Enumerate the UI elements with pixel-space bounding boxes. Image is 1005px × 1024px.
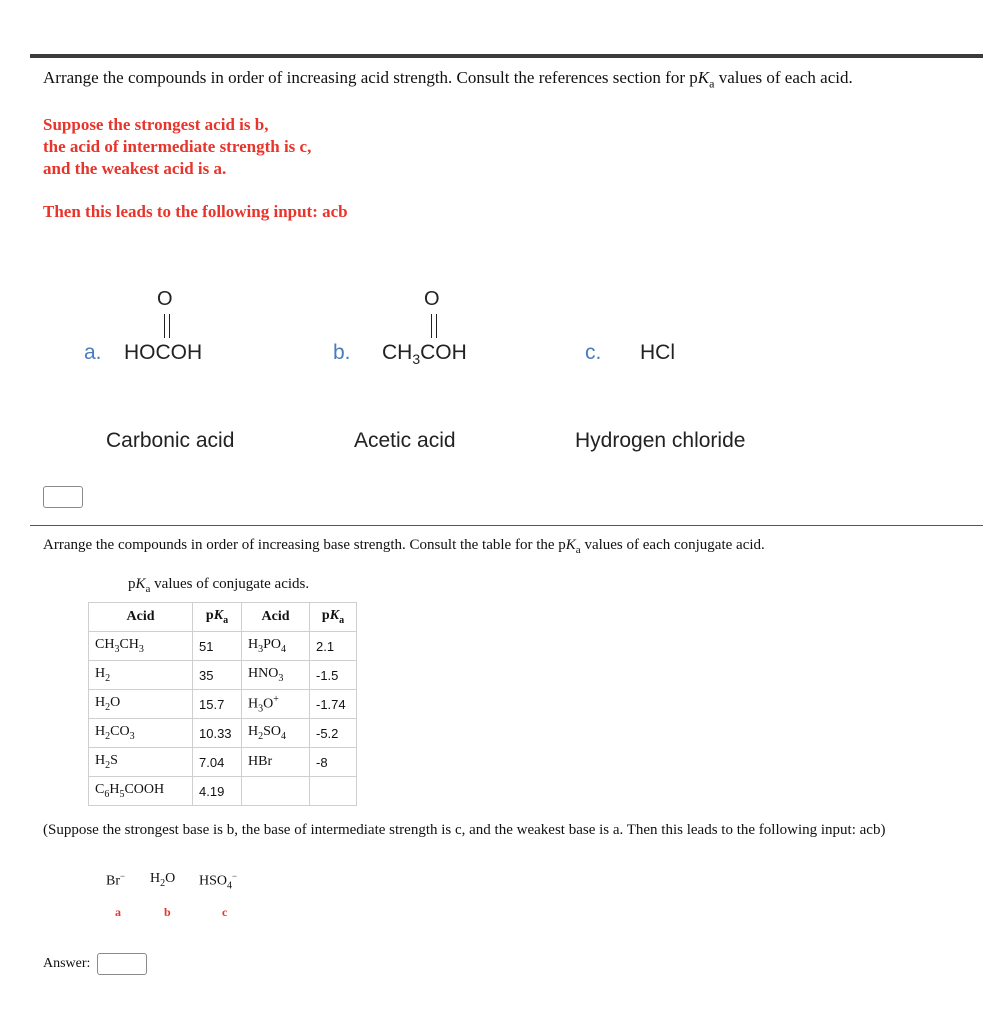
pka-cell: 15.7 [193, 690, 242, 719]
base-c-formula: $HSO_4^-$ [199, 871, 238, 892]
compound-b-name: Acetic acid [354, 429, 456, 452]
example-line-3: and the weakest acid is a. [43, 159, 227, 178]
compound-c-name: Hydrogen chloride [575, 429, 746, 452]
compound-a-formula: HOCOH [124, 341, 203, 364]
question2-example-note: (Suppose the strongest base is b, the base of intermediate strength is c, and the weakest base is a. Then this leads to the following input: acb) [43, 822, 886, 838]
base-b-letter: b [164, 905, 171, 919]
table-row [89, 748, 357, 777]
acid-cell: $CH_3CH_3$ [89, 632, 193, 661]
pka-cell: -1.5 [310, 661, 357, 690]
example-input-text: Then this leads to the following input: acb [43, 202, 348, 221]
acid-cell: $H_3PO_4$ [242, 632, 310, 661]
compound-a-carbonyl-oxygen: O [157, 288, 173, 310]
acid-cell: $H_2CO_3$ [89, 719, 193, 748]
table-row [89, 690, 357, 719]
compound-b-carbonyl-oxygen: O [424, 288, 440, 310]
compound-a-letter: a. [84, 341, 102, 364]
acid-cell: $H_2S$ [89, 748, 193, 777]
pka-cell [310, 777, 357, 806]
compound-b-double-bond [431, 314, 437, 338]
question2-prompt: Arrange the compounds in order of increasing base strength. Consult the table for the $pK_a$ values of each conjugate acid. [43, 537, 765, 556]
compound-c-formula: HCl [640, 341, 675, 364]
question1-prompt: Arrange the compounds in order of increasing acid strength. Consult the references section for $pK_a$ values of each acid. [43, 68, 853, 91]
table-row [89, 661, 357, 690]
pka-cell: 35 [193, 661, 242, 690]
base-a-letter: a [115, 905, 121, 919]
section-divider [30, 525, 983, 526]
acid-cell: $H_2$ [89, 661, 193, 690]
pka-cell: -1.74 [310, 690, 357, 719]
acid-order-answer-input[interactable] [43, 486, 83, 508]
table-header-row [89, 603, 357, 632]
header-pka-1: $pK_a$ [193, 603, 242, 632]
pka-cell: 7.04 [193, 748, 242, 777]
table-row [89, 719, 357, 748]
compound-a-name: Carbonic acid [106, 429, 235, 452]
acid-cell: $HNO_3$ [242, 661, 310, 690]
acid-cell [242, 777, 310, 806]
header-acid-1: Acid [89, 603, 193, 632]
compound-b-formula: $CH_3COH$ [382, 341, 467, 368]
top-divider [30, 54, 983, 58]
pka-cell: -5.2 [310, 719, 357, 748]
acid-cell: $H_2O$ [89, 690, 193, 719]
acid-cell: $H_3O^+$ [242, 690, 310, 719]
pka-cell: -8 [310, 748, 357, 777]
acid-cell: $C_6H_5COOH$ [89, 777, 193, 806]
base-b-formula: $H_2O$ [150, 871, 176, 889]
table-row [89, 777, 357, 806]
header-acid-2: Acid [242, 603, 310, 632]
table-caption: $pK_a$ values of conjugate acids. [128, 576, 310, 595]
header-pka-2: $pK_a$ [310, 603, 357, 632]
pka-cell: 51 [193, 632, 242, 661]
pka-cell: 4.19 [193, 777, 242, 806]
example-line-1: Suppose the strongest acid is b, [43, 115, 269, 134]
answer-label: Answer: [43, 956, 91, 971]
base-order-answer-input[interactable] [97, 953, 147, 975]
base-c-letter: c [222, 905, 228, 919]
pka-cell: 2.1 [310, 632, 357, 661]
compound-c-letter: c. [585, 341, 602, 364]
pka-table [88, 602, 357, 806]
acid-cell: $H_2SO_4$ [242, 719, 310, 748]
base-a-formula: Br− [106, 871, 126, 889]
pka-cell: 10.33 [193, 719, 242, 748]
example-text [43, 114, 311, 180]
example-line-2: the acid of intermediate strength is c, [43, 137, 312, 156]
compound-a-double-bond [164, 314, 170, 338]
table-row [89, 632, 357, 661]
compound-b-letter: b. [333, 341, 351, 364]
acid-cell: HBr [242, 748, 310, 777]
